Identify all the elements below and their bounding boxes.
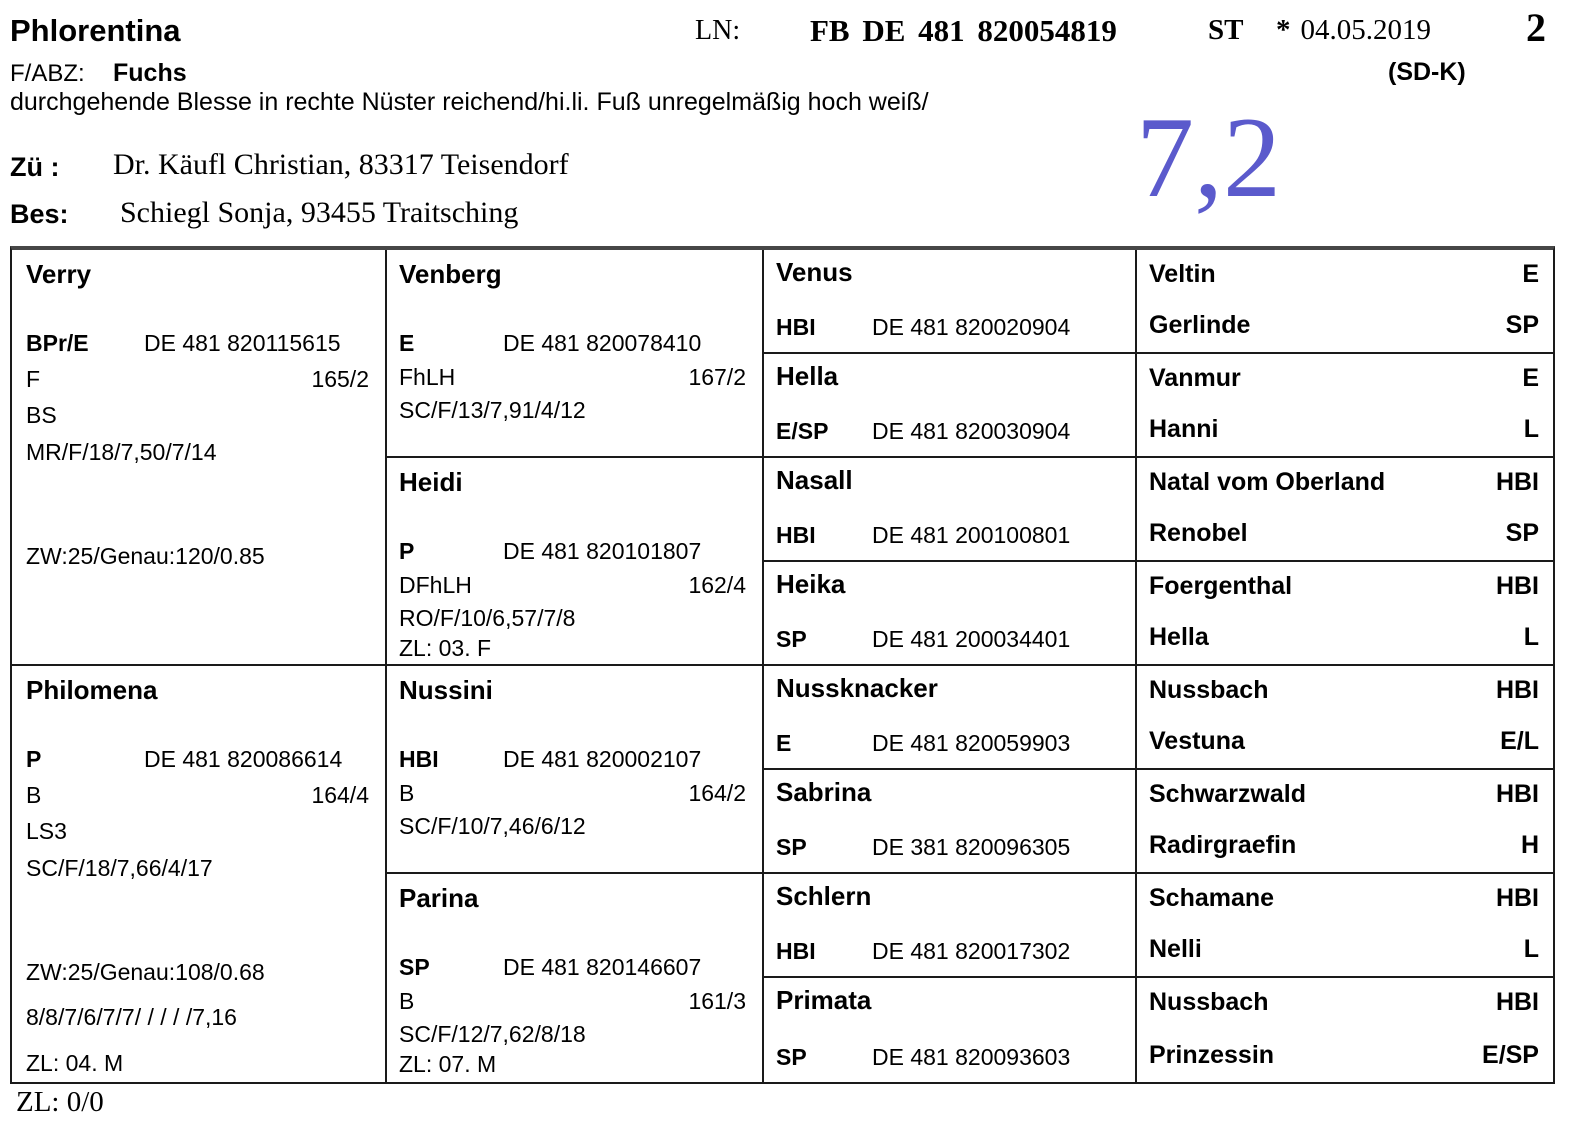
premium-suffix: SP xyxy=(1505,519,1539,548)
ancestor-name: Hanni xyxy=(1149,415,1219,444)
detail-line: SC/F/13/7,91/4/12 xyxy=(399,397,586,423)
coat-color-value: Fuchs xyxy=(113,59,187,87)
breed-measure-row xyxy=(399,364,746,390)
detail-line: MR/F/18/7,50/7/14 xyxy=(26,439,217,465)
gen4-dam-row xyxy=(1149,519,1539,548)
pedigree-table xyxy=(10,246,1555,1084)
premium-suffix: HBI xyxy=(1495,676,1539,704)
premium-label: HBI xyxy=(776,521,816,548)
ancestor-name: Primata xyxy=(776,985,872,1015)
registration-row xyxy=(776,522,1119,548)
breed-code: F xyxy=(26,366,41,392)
ancestor-name: Nussknacker xyxy=(776,673,938,703)
registration-row xyxy=(399,746,746,772)
registration-row xyxy=(776,938,1119,964)
ancestor-name: Schlern xyxy=(776,881,872,911)
registration-number: DE 481 820093603 xyxy=(872,1043,1071,1070)
registration-row xyxy=(776,1044,1119,1070)
ancestor-name: Hella xyxy=(776,361,839,391)
ancestor-name: Nasall xyxy=(776,465,853,495)
premium-label: BPr/E xyxy=(26,330,89,356)
breed-code: DFhLH xyxy=(399,572,472,598)
premium-label: P xyxy=(399,538,415,564)
gen4-sire-row xyxy=(1149,468,1539,497)
detail-line: BS xyxy=(26,402,57,428)
ancestor-name: Philomena xyxy=(26,675,158,705)
premium-label: SP xyxy=(776,833,807,860)
measurement: 164/2 xyxy=(688,780,746,806)
ancestor-name: Schamane xyxy=(1149,884,1275,912)
gen4-dam-row xyxy=(1149,727,1539,756)
owner-value: Schiegl Sonja, 93455 Traitsching xyxy=(120,196,519,229)
pedigree-cell-gen2 xyxy=(387,250,764,458)
detail-line: LS3 xyxy=(26,818,67,844)
breeder-value: Dr. Käufl Christian, 83317 Teisendorf xyxy=(113,148,569,181)
breeder-label: Zü : xyxy=(10,152,60,182)
breed-measure-row xyxy=(399,572,746,598)
premium-suffix: SP xyxy=(1505,311,1539,340)
premium-suffix: HBI xyxy=(1495,780,1539,808)
registration-number: DE 381 820096305 xyxy=(872,833,1071,860)
pedigree-cell-gen4 xyxy=(1137,770,1553,874)
page-number: 2 xyxy=(1526,5,1546,50)
life-number-value: FB DE 481 820054819 xyxy=(810,13,1117,48)
horse-name: Phlorentina xyxy=(10,13,181,48)
premium-label: SP xyxy=(776,625,807,652)
detail-line: SC/F/10/7,46/6/12 xyxy=(399,813,586,839)
ancestor-name: Nussbach xyxy=(1149,988,1269,1016)
registration-number: DE 481 820086614 xyxy=(144,746,343,772)
pedigree-cell-gen3 xyxy=(764,770,1137,874)
pedigree-cell-gen2 xyxy=(387,458,764,666)
premium-label: E xyxy=(776,729,792,756)
breed-code: B xyxy=(26,782,42,808)
premium-suffix: E xyxy=(1522,364,1539,392)
ancestor-name: Verry xyxy=(26,259,92,289)
ancestor-name: Prinzessin xyxy=(1149,1041,1275,1070)
premium-label: SP xyxy=(776,1043,807,1070)
pedigree-cell-gen4 xyxy=(1137,250,1553,354)
birth-star-icon: * xyxy=(1276,14,1291,46)
ancestor-name: Nelli xyxy=(1149,935,1202,964)
ancestor-name: Nussbach xyxy=(1149,676,1269,704)
gen4-sire-row xyxy=(1149,364,1539,393)
breed-measure-row xyxy=(399,988,746,1014)
registration-row xyxy=(776,314,1119,340)
ancestor-name: Gerlinde xyxy=(1149,311,1251,340)
registration-number: DE 481 820030904 xyxy=(872,417,1071,444)
registration-number: DE 481 200034401 xyxy=(872,625,1071,652)
ancestor-name: Natal vom Oberland xyxy=(1149,468,1386,496)
studbook-mark: (SD-K) xyxy=(1388,58,1466,86)
ancestor-name: Veltin xyxy=(1149,260,1216,288)
gen4-dam-row xyxy=(1149,311,1539,340)
ancestor-name: Parina xyxy=(399,883,479,913)
pedigree-cell-gen2 xyxy=(387,666,764,874)
gen4-sire-row xyxy=(1149,884,1539,913)
zl-line: ZL: 03. F xyxy=(399,635,492,661)
premium-suffix: H xyxy=(1520,831,1539,860)
premium-suffix: L xyxy=(1523,415,1539,444)
registration-row xyxy=(776,626,1119,652)
premium-label: E/SP xyxy=(776,417,829,444)
breed-measure-row xyxy=(26,782,369,808)
pedigree-cell-gen4 xyxy=(1137,874,1553,978)
premium-suffix: E xyxy=(1522,260,1539,288)
pedigree-cell-sire xyxy=(12,250,387,666)
premium-suffix: HBI xyxy=(1495,884,1539,912)
ancestor-name: Nussini xyxy=(399,675,493,705)
measurement: 165/2 xyxy=(311,366,369,392)
premium-suffix: L xyxy=(1523,623,1539,652)
pedigree-cell-gen2 xyxy=(387,874,764,1082)
markings-description: durchgehende Blesse in rechte Nüster reichend/hi.li. Fuß unregelmäßig hoch weiß/ xyxy=(10,88,929,116)
premium-suffix: L xyxy=(1523,935,1539,964)
registration-number: DE 481 820020904 xyxy=(872,313,1071,340)
registration-number: DE 481 200100801 xyxy=(872,521,1071,548)
pedigree-cell-gen4 xyxy=(1137,562,1553,666)
color-markings-label: F/ABZ: xyxy=(10,60,85,87)
registration-row xyxy=(776,834,1119,860)
gen4-dam-row xyxy=(1149,623,1539,652)
ancestor-name: Heidi xyxy=(399,467,463,497)
birth-date-group xyxy=(1276,14,1431,47)
registration-row xyxy=(399,954,746,980)
registration-row xyxy=(776,418,1119,444)
measurement: 161/3 xyxy=(688,988,746,1014)
premium-suffix: E/L xyxy=(1500,727,1539,756)
studbook-status-label: ST xyxy=(1208,14,1244,46)
registration-number: DE 481 820078410 xyxy=(503,330,702,356)
premium-label: E xyxy=(399,330,415,356)
detail-line: RO/F/10/6,57/7/8 xyxy=(399,605,576,631)
measurement: 167/2 xyxy=(688,364,746,390)
zl-line: ZL: 04. M xyxy=(26,1050,124,1076)
premium-suffix: HBI xyxy=(1495,572,1539,600)
pedigree-cell-gen3 xyxy=(764,354,1137,458)
ancestor-name: Heika xyxy=(776,569,846,599)
ancestor-name: Hella xyxy=(1149,623,1209,652)
birth-date: 04.05.2019 xyxy=(1300,14,1431,46)
ancestor-name: Sabrina xyxy=(776,777,872,807)
scores-line: 8/8/7/6/7/7/ / / / /7,16 xyxy=(26,1004,237,1030)
breed-measure-row xyxy=(26,366,369,392)
registration-row xyxy=(399,538,746,564)
pedigree-cell-gen4 xyxy=(1137,666,1553,770)
premium-label: HBI xyxy=(776,937,816,964)
inspection-score: 7,2 xyxy=(1136,94,1281,222)
breeding-value-line: ZW:25/Genau:108/0.68 xyxy=(26,959,265,985)
premium-suffix: E/SP xyxy=(1482,1041,1539,1070)
pedigree-cell-gen3 xyxy=(764,874,1137,978)
detail-line: SC/F/18/7,66/4/17 xyxy=(26,855,213,881)
breeding-value-line: ZW:25/Genau:120/0.85 xyxy=(26,543,265,569)
registration-number: DE 481 820115615 xyxy=(144,330,341,356)
registration-row xyxy=(776,730,1119,756)
ancestor-name: Radirgraefin xyxy=(1149,831,1297,860)
detail-line: SC/F/12/7,62/8/18 xyxy=(399,1021,586,1047)
registration-number: DE 481 820002107 xyxy=(503,746,702,772)
breed-code: B xyxy=(399,988,415,1014)
premium-label: HBI xyxy=(399,746,439,772)
zl-line: ZL: 07. M xyxy=(399,1051,497,1077)
gen4-dam-row xyxy=(1149,1041,1539,1070)
ancestor-name: Venus xyxy=(776,257,853,287)
ancestor-name: Vanmur xyxy=(1149,364,1241,392)
gen4-dam-row xyxy=(1149,831,1539,860)
pedigree-cell-gen3 xyxy=(764,250,1137,354)
registration-row xyxy=(399,330,746,356)
gen4-sire-row xyxy=(1149,676,1539,705)
ancestor-name: Venberg xyxy=(399,259,502,289)
gen4-sire-row xyxy=(1149,260,1539,289)
premium-label: P xyxy=(26,746,42,772)
gen4-dam-row xyxy=(1149,415,1539,444)
pedigree-cell-gen4 xyxy=(1137,458,1553,562)
ancestor-name: Schwarzwald xyxy=(1149,780,1306,808)
registration-number: DE 481 820146607 xyxy=(503,954,702,980)
pedigree-cell-gen3 xyxy=(764,458,1137,562)
registration-number: DE 481 820059903 xyxy=(872,729,1071,756)
pedigree-cell-gen3 xyxy=(764,978,1137,1082)
ancestor-name: Vestuna xyxy=(1149,727,1245,756)
pedigree-cell-gen3 xyxy=(764,666,1137,770)
premium-label: SP xyxy=(399,954,430,980)
foaling-record-line: ZL: 0/0 xyxy=(16,1086,104,1118)
premium-suffix: HBI xyxy=(1495,468,1539,496)
pedigree-cell-dam xyxy=(12,666,387,1082)
gen4-dam-row xyxy=(1149,935,1539,964)
premium-label: HBI xyxy=(776,313,816,340)
gen4-sire-row xyxy=(1149,780,1539,809)
breed-code: B xyxy=(399,780,415,806)
measurement: 162/4 xyxy=(688,572,746,598)
premium-suffix: HBI xyxy=(1495,988,1539,1016)
breed-code: FhLH xyxy=(399,364,456,390)
pedigree-cell-gen4 xyxy=(1137,354,1553,458)
pedigree-cell-gen4 xyxy=(1137,978,1553,1082)
gen4-sire-row xyxy=(1149,988,1539,1017)
gen4-sire-row xyxy=(1149,572,1539,601)
pedigree-cell-gen3 xyxy=(764,562,1137,666)
ancestor-name: Renobel xyxy=(1149,519,1248,548)
life-number-label: LN: xyxy=(695,15,741,46)
registration-row xyxy=(26,330,369,356)
registration-row xyxy=(26,746,369,772)
registration-number: DE 481 820017302 xyxy=(872,937,1071,964)
registration-number: DE 481 820101807 xyxy=(503,538,702,564)
breed-measure-row xyxy=(399,780,746,806)
ancestor-name: Foergenthal xyxy=(1149,572,1293,600)
measurement: 164/4 xyxy=(311,782,369,808)
owner-label: Bes: xyxy=(10,199,69,229)
